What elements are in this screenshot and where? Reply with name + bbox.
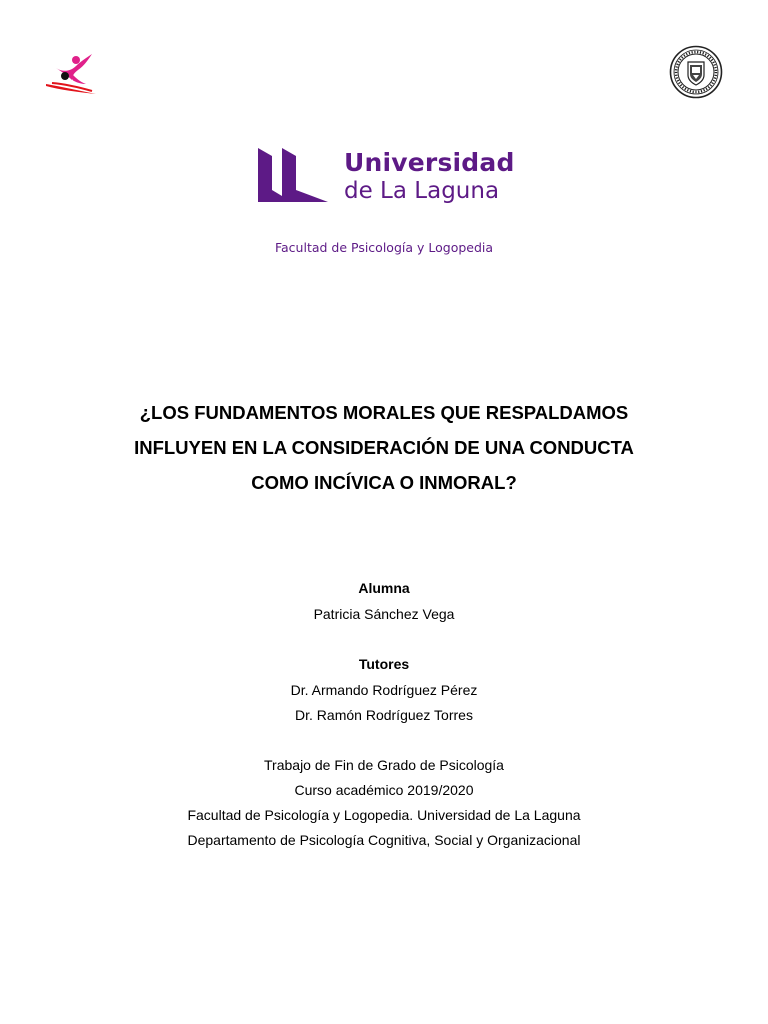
- degree-line: Trabajo de Fin de Grado de Psicología: [264, 757, 504, 773]
- student-heading: Alumna: [358, 580, 410, 596]
- university-seal-icon: [669, 45, 723, 99]
- university-logo: [258, 148, 518, 208]
- university-name-line2: de La Laguna: [344, 178, 500, 204]
- document-title: [60, 395, 708, 500]
- tutor-name: Dr. Armando Rodríguez Pérez: [290, 682, 478, 698]
- title-line-2: INFLUYEN EN LA CONSIDERACIÓN DE UNA CONDUCTA: [134, 437, 634, 458]
- psychology-faculty-logo-icon: [42, 50, 100, 96]
- faculty-name: Facultad de Psicología y Logopedia: [274, 240, 494, 255]
- faculty-university-line: Facultad de Psicología y Logopedia. Universidad de La Laguna: [187, 807, 581, 823]
- department-line: Departamento de Psicología Cognitiva, Social y Organizacional: [187, 832, 581, 848]
- title-line-3: COMO INCÍVICA O INMORAL?: [251, 472, 517, 493]
- university-name-line1: Universidad: [344, 148, 515, 177]
- title-line-1: ¿LOS FUNDAMENTOS MORALES QUE RESPALDAMOS: [139, 402, 629, 423]
- tutors-heading: Tutores: [358, 656, 410, 672]
- student-name: Patricia Sánchez Vega: [313, 606, 455, 622]
- academic-year-line: Curso académico 2019/2020: [294, 782, 474, 798]
- university-logo-mark-icon: [258, 148, 330, 204]
- tutor-name: Dr. Ramón Rodríguez Torres: [295, 707, 473, 723]
